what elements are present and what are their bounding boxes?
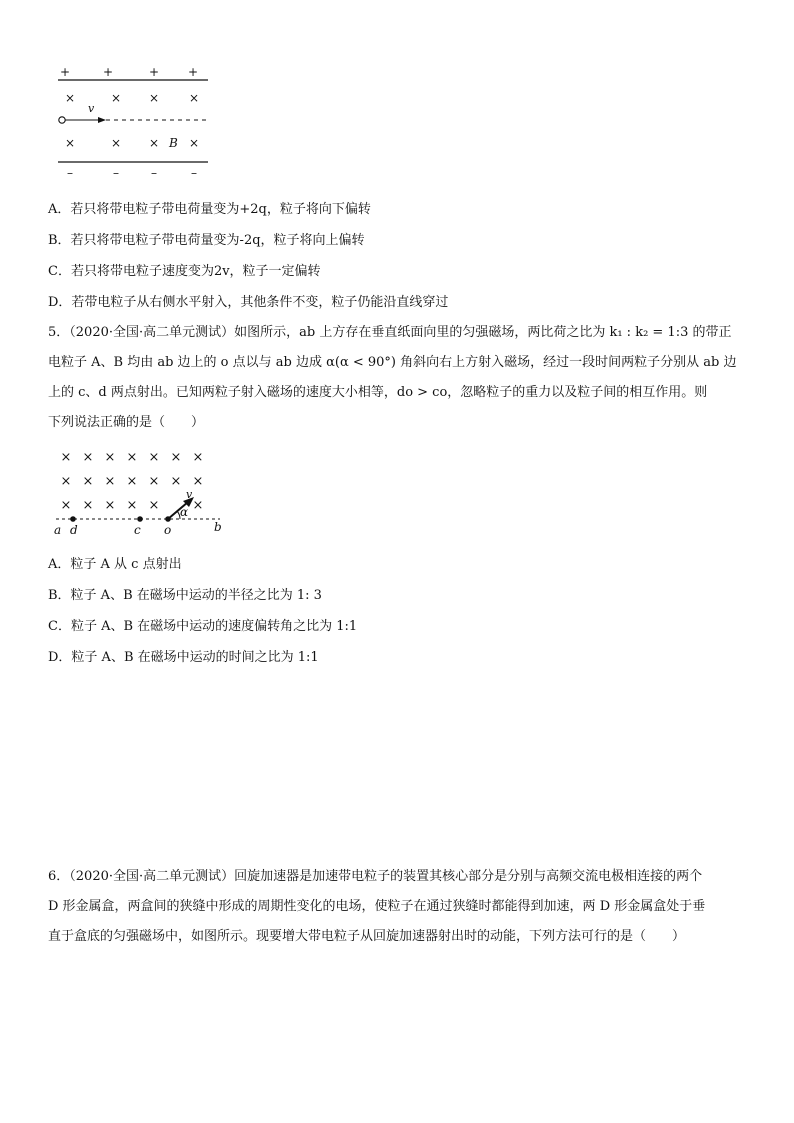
field-cross: × bbox=[110, 91, 122, 105]
top-plate-sign: + bbox=[187, 65, 199, 79]
top-plate-sign: + bbox=[59, 65, 71, 79]
q5-option-a: A．粒子 A 从 c 点射出 bbox=[48, 557, 182, 572]
field-cross: × bbox=[192, 498, 204, 513]
q4-option-c: C．若只将带电粒子速度变为2v，粒子一定偏转 bbox=[48, 264, 321, 279]
q4-option-a: A．若只将带电粒子带电荷量变为+2q，粒子将向下偏转 bbox=[48, 202, 371, 217]
top-plate-sign: + bbox=[102, 65, 114, 79]
angle-label: α bbox=[180, 505, 189, 519]
field-label-B: B bbox=[169, 136, 178, 150]
bottom-plate-sign: – bbox=[191, 166, 197, 180]
q5-option-c: C．粒子 A、B 在磁场中运动的速度偏转角之比为 1:1 bbox=[48, 619, 358, 634]
point-d bbox=[70, 516, 76, 522]
field-cross: × bbox=[148, 498, 160, 513]
field-cross: × bbox=[104, 474, 116, 489]
field-cross: × bbox=[82, 450, 94, 465]
label-o: o bbox=[164, 523, 172, 537]
question-6-line: 直于盒底的匀强磁场中，如图所示。现要增大带电粒子从回旋加速器射出时的动能，下列方法可行的是（ ） bbox=[48, 929, 686, 944]
question-6-stem bbox=[48, 862, 748, 952]
velocity-label: v bbox=[88, 102, 95, 115]
question-6-line: D 形金属盒，两盒间的狭缝中形成的周期性变化的电场，使粒子在通过狭缝时都能得到加速，两 D 形金属盒处于垂 bbox=[48, 899, 706, 914]
label-d: d bbox=[70, 523, 78, 537]
question-5-line: 电粒子 A、B 均由 ab 边上的 o 点以与 ab 边成 α(α < 90°) 角斜向右上方射入磁场，经过一段时间两粒子分别从 ab 边 bbox=[48, 355, 737, 370]
bottom-plate-sign: – bbox=[151, 166, 157, 180]
field-cross: × bbox=[60, 498, 72, 513]
question-6-line: 6．（2020·全国·高二单元测试）回旋加速器是加速带电粒子的装置其核心部分是分别与高频交流电极相连接的两个 bbox=[48, 869, 703, 884]
field-cross: × bbox=[192, 474, 204, 489]
q4-option-b: B．若只将带电粒子带电荷量变为-2q，粒子将向上偏转 bbox=[48, 233, 365, 248]
field-cross: × bbox=[64, 91, 76, 105]
velocity-label: v bbox=[186, 488, 193, 501]
field-cross: × bbox=[148, 450, 160, 465]
field-cross: × bbox=[82, 474, 94, 489]
figure-velocity-selector bbox=[48, 60, 218, 185]
field-cross: × bbox=[170, 474, 182, 489]
field-cross: × bbox=[148, 136, 160, 150]
field-cross: × bbox=[104, 498, 116, 513]
field-cross: × bbox=[148, 474, 160, 489]
field-cross: × bbox=[188, 91, 200, 105]
field-cross: × bbox=[126, 498, 138, 513]
field-cross: × bbox=[126, 474, 138, 489]
q5-option-d: D．粒子 A、B 在磁场中运动的时间之比为 1:1 bbox=[48, 650, 319, 665]
field-cross: × bbox=[104, 450, 116, 465]
field-cross: × bbox=[64, 136, 76, 150]
field-cross: × bbox=[110, 136, 122, 150]
particle bbox=[59, 117, 65, 123]
label-c: c bbox=[134, 523, 141, 537]
question-5-line: 上的 c、d 两点射出。已知两粒子射入磁场的速度大小相等，do > co，忽略粒子的重力以及粒子间的相互作用。则 bbox=[48, 385, 708, 400]
point-c bbox=[137, 516, 143, 522]
q5-option-b: B．粒子 A、B 在磁场中运动的半径之比为 1: 3 bbox=[48, 588, 322, 603]
field-cross: × bbox=[126, 450, 138, 465]
label-b: b bbox=[214, 520, 222, 534]
q4-option-d: D．若带电粒子从右侧水平射入，其他条件不变，粒子仍能沿直线穿过 bbox=[48, 295, 449, 310]
top-plate-sign: + bbox=[148, 65, 160, 79]
field-cross: × bbox=[60, 450, 72, 465]
field-cross: × bbox=[188, 136, 200, 150]
bottom-plate-sign: – bbox=[67, 166, 73, 180]
field-cross: × bbox=[148, 91, 160, 105]
field-cross: × bbox=[192, 450, 204, 465]
question-5-line: 5．（2020·全国·高二单元测试）如图所示，ab 上方存在垂直纸面向里的匀强磁场，两比荷之比为 k₁ : k₂ = 1:3 的带正 bbox=[48, 325, 732, 340]
figure-magnetic-field-ab bbox=[48, 444, 228, 540]
field-cross: × bbox=[60, 474, 72, 489]
field-cross: × bbox=[170, 450, 182, 465]
question-5-stem bbox=[48, 318, 748, 438]
field-cross: × bbox=[82, 498, 94, 513]
velocity-arrow-head bbox=[98, 117, 106, 123]
bottom-plate-sign: – bbox=[113, 166, 119, 180]
question-5-line: 下列说法正确的是（ ） bbox=[48, 415, 205, 430]
label-a: a bbox=[54, 523, 62, 537]
